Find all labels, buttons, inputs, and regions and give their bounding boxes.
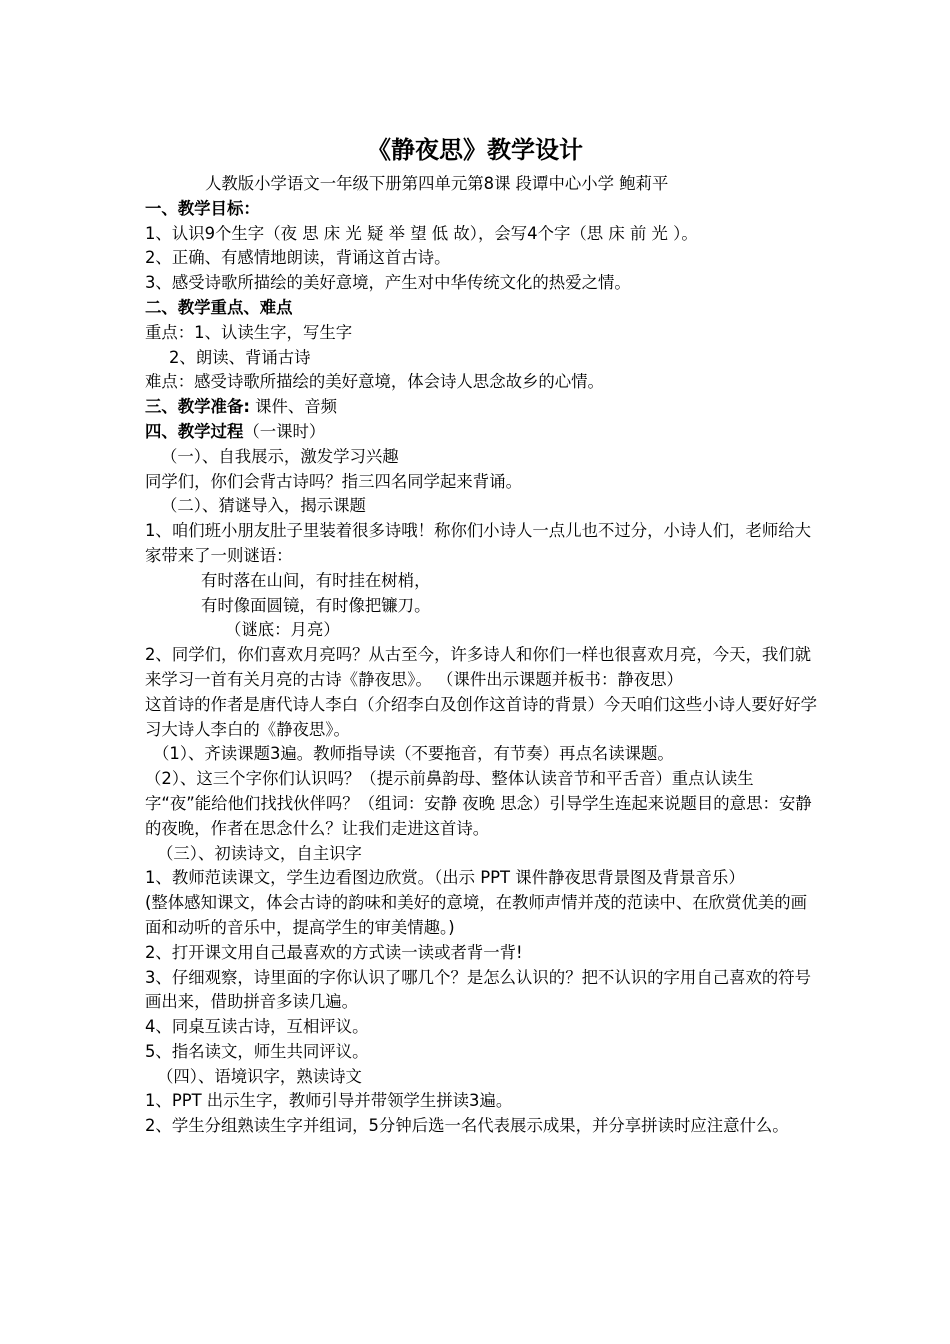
process-note: （一课时） (243, 421, 326, 441)
paragraph: (整体感知课文，体会古诗的韵味和美好的意境，在教师声情并茂的范读中、在欣赏优美的画面和动听的音乐中，提高学生的审美情趣。) (145, 893, 808, 937)
step-title: （三）、初读诗文，自主识字 (157, 843, 362, 863)
goal-item: 2、正确、有感情地朗读，背诵这首古诗。 (145, 248, 451, 268)
paragraph: 3、仔细观察，诗里面的字你认识了哪几个？是怎么认识的？把不认识的字用自己喜欢的符号画出来，借助拼音多读几遍。 (145, 967, 812, 1012)
paragraph: 4、同桌互读古诗，互相评议。 (145, 1017, 369, 1037)
paragraph: 同学们，你们会背古诗吗？指三四名同学起来背诵。 (145, 471, 522, 491)
paragraph: 1、咱们班小朋友肚子里装着很多诗哦！称你们小诗人一点儿也不过分，小诗人们，老师给大家带来了一则谜语： (145, 521, 812, 565)
subtitle: 人教版小学语文一年级下册第四单元第8课 段谭中心小学 鲍莉平 (205, 174, 669, 193)
paragraph: 1、教师范读课文，学生边看图边欣赏。（出示 PPT 课件静夜思背景图及背景音乐） (145, 868, 745, 888)
paragraph: （2）、这三个字你们认识吗？（提示前鼻韵母、整体认读音节和平舌音）重点认读生字“夜”能给他们找找伙伴吗？（组词：安静 夜晚 思念）引导学生连起来说题目的意思：安静的夜晚，作者在思念什么？让我们走进这首诗。 (145, 769, 812, 838)
paragraph: （1）、齐读课题3遍。教师指导读（不要拖音，有节奏）再点名读课题。 (153, 744, 674, 764)
document-title: 《静夜思》教学设计 (367, 136, 583, 164)
key-point: 重点：1、认读生字，写生字 (145, 322, 353, 342)
difficulty: 难点：感受诗歌所描绘的美好意境，体会诗人思念故乡的心情。 (145, 372, 604, 392)
riddle-line: 有时像面圆镜，有时像把镰刀。 (201, 595, 431, 615)
step-title: （四）、语境识字，熟读诗文 (157, 1066, 362, 1086)
paragraph: 1、PPT 出示生字，教师引导并带领学生拼读3遍。 (145, 1091, 513, 1111)
document-body (145, 172, 817, 1139)
prep-text: 课件、音频 (249, 397, 338, 417)
section-prep (145, 395, 817, 420)
goal-item: 1、认识9个生字（夜 思 床 光 疑 举 望 低 故），会写4个字（思 床 前 光 ）。 (145, 223, 698, 243)
paragraph: 2、同学们，你们喜欢月亮吗？从古至今，许多诗人和你们一样也很喜欢月亮，今天，我们就来学习一首有关月亮的古诗《静夜思》。 （课件出示课题并板书：静夜思） (145, 645, 812, 689)
paragraph: 5、指名读文，师生共同评议。 (145, 1041, 369, 1061)
riddle-answer: （谜底：月亮） (225, 620, 340, 640)
riddle-line: 有时落在山间，有时挂在树梢， (201, 570, 431, 590)
section-heading-prep: 三、教学准备: (145, 397, 250, 417)
section-heading-process: 四、教学过程 (145, 421, 244, 441)
paragraph: 这首诗的作者是唐代诗人李白（介绍李白及创作这首诗的背景）今天咱们这些小诗人要好好学习大诗人李白的《静夜思》。 (145, 694, 818, 739)
section-process (145, 420, 817, 445)
step-title: （二）、猜谜导入，揭示课题 (161, 496, 366, 516)
section-heading-goals: 一、教学目标： (145, 198, 260, 218)
paragraph: 2、打开课文用自己最喜欢的方式读一读或者背一背! (145, 942, 523, 962)
section-heading-keypoints: 二、教学重点、难点 (145, 297, 293, 317)
paragraph: 2、学生分组熟读生字并组词，5分钟后选一名代表展示成果，并分享拼读时应注意什么。 (145, 1116, 789, 1136)
goal-item: 3、感受诗歌所描绘的美好意境，产生对中华传统文化的热爱之情。 (145, 273, 631, 293)
key-point: 2、朗读、背诵古诗 (169, 347, 311, 367)
step-title: （一）、自我展示，激发学习兴趣 (161, 446, 399, 466)
